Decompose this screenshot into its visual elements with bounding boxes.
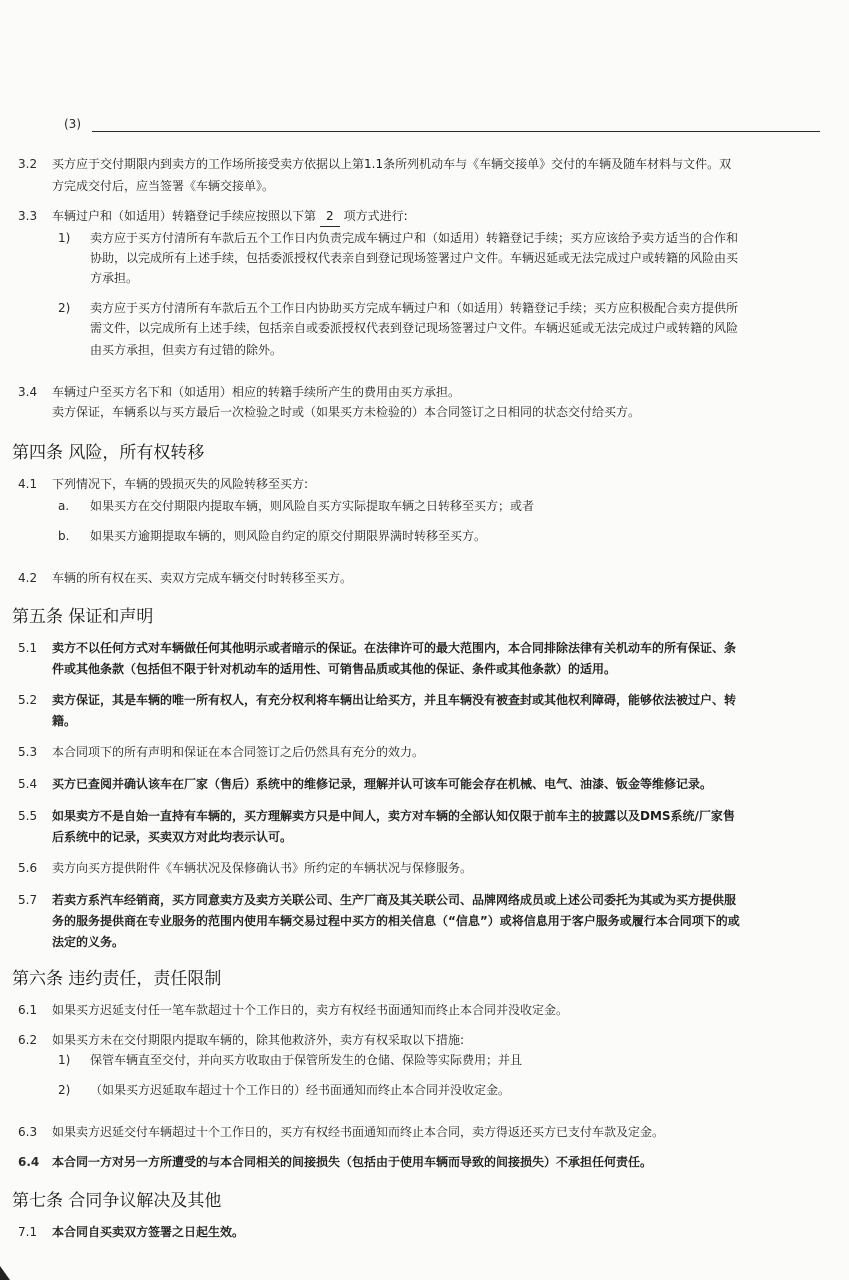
clause-text: 籍。 [52,714,77,728]
item-marker: (3) [64,117,81,131]
item-number: 1) [58,231,71,245]
item-text: 保管车辆直至交付，并向买方收取由于保管所发生的仓储、保险等实际费用；并且 [90,1053,523,1067]
page-corner-mark [0,1266,10,1280]
clause-text: 如果卖方迟延交付车辆超过十个工作日的，买方有权经书面通知而终止本合同，卖方得返还买方已支付车款及定金。 [52,1125,665,1139]
clause-text: 下列情况下，车辆的毁损灭失的风险转移至买方: [52,477,309,491]
clause-text: 件或其他条款（包括但不限于针对机动车的适用性、可销售品质或其他的保证、条件或其他条款）的适用。 [52,662,617,676]
clause-text: 卖方保证，其是车辆的唯一所有权人，有充分权利将车辆出让给买方，并且车辆没有被查封或其他权利障碍，能够依法被过户、转 [52,693,737,707]
clause-text: 本合同一方对另一方所遭受的与本合同相关的间接损失（包括由于使用车辆而导致的间接损失）不承担任何责任。 [52,1155,653,1169]
clause-text: 车辆的所有权在买、卖双方完成车辆交付时转移至买方。 [52,571,353,585]
clause-text [52,206,408,227]
item-text: 协助，以完成所有上述手续，包括委派授权代表亲自到登记现场签署过户文件。车辆迟延或无法完成过户或转籍的风险由买 [90,251,739,265]
clause-text: 本合同项下的所有声明和保证在本合同签订之后仍然具有充分的效力。 [52,745,425,759]
clause-text: 车辆过户至买方名下和（如适用）相应的转籍手续所产生的费用由买方承担。 [52,385,461,399]
clause-text: 卖方向买方提供附件《车辆状况及保修确认书》所约定的车辆状况与保修服务。 [52,861,473,875]
clause-text: 法定的义务。 [52,935,125,949]
clause-number: 5.1 [18,641,38,655]
clause-text: 后系统中的记录，买卖双方对此均表示认可。 [52,830,293,844]
clause-number: 6.1 [18,1003,38,1017]
item-text: 如果买方逾期提取车辆的，则风险自约定的原交付期限界满时转移至买方。 [90,529,487,543]
clause-text: 如果买方迟延支付任一笔车款超过十个工作日的，卖方有权经书面通知而终止本合同并没收定金。 [52,1003,569,1017]
choice-blank: 2 [320,206,340,227]
clause-number: 4.1 [18,477,38,491]
article-heading: 第七条 合同争议解决及其他 [12,1191,222,1211]
clause-text: 买方已查阅并确认该车在厂家（售后）系统中的维修记录，理解并认可该车可能会存在机械、电气、油漆、钣金等维修记录。 [52,777,713,791]
item-text: （如果买方迟延取车超过十个工作日的）经书面通知而终止本合同并没收定金。 [90,1083,511,1097]
article-heading: 第五条 保证和声明 [12,607,154,627]
clause-text: 若卖方系汽车经销商，买方同意卖方及卖方关联公司、生产厂商及其关联公司、品牌网络成员或上述公司委托为其或为买方提供服 [52,893,737,907]
clause-number: 5.7 [18,893,38,907]
clause-number: 7.1 [18,1225,38,1239]
clause-intro-end: 项方式进行: [343,209,408,223]
clause-text: 卖方不以任何方式对车辆做任何其他明示或者暗示的保证。在法律许可的最大范围内，本合同排除法律有关机动车的所有保证、条 [52,641,737,655]
clause-number: 5.2 [18,693,38,707]
clause-number: 5.4 [18,777,38,791]
item-number: 1) [58,1053,71,1067]
blank-fill-line [92,131,820,132]
item-text: 方承担。 [90,271,139,285]
clause-number: 6.3 [18,1125,38,1139]
clause-number: 3.2 [18,157,38,171]
clause-number: 5.5 [18,809,38,823]
clause-text: 如果卖方不是自始一直持有车辆的，买方理解卖方只是中间人，卖方对车辆的全部认知仅限于前车主的披露以及DMS系统/厂家售 [52,809,735,823]
clause-intro: 车辆过户和（如适用）转籍登记手续应按照以下第 [52,209,317,223]
clause-text: 如果买方未在交付期限内提取车辆的，除其他救济外，卖方有权采取以下措施: [52,1033,465,1047]
clause-number: 5.6 [18,861,38,875]
item-text: 需文件，以完成所有上述手续，包括亲自或委派授权代表到登记现场签署过户文件。车辆迟延或无法完成过户或转籍的风险 [90,321,739,335]
clause-text: 方完成交付后，应当签署《车辆交接单》。 [52,179,275,193]
clause-text: 务的服务提供商在专业服务的范围内使用车辆交易过程中买方的相关信息（“信息”）或将信息用于客户服务或履行本合同项下的或 [52,914,740,928]
clause-number: 5.3 [18,745,38,759]
item-number: 2) [58,301,71,315]
clause-number: 3.4 [18,385,38,399]
clause-text: 本合同自买卖双方签署之日起生效。 [52,1225,245,1239]
clause-number: 6.2 [18,1033,38,1047]
item-text: 由买方承担，但卖方有过错的除外。 [90,343,283,357]
clause-text: 卖方保证，车辆系以与买方最后一次检验之时或（如果买方未检验的）本合同签订之日相同的状态交付给买方。 [52,405,641,419]
item-number: a. [58,499,70,513]
item-text: 卖方应于买方付清所有车款后五个工作日内负责完成车辆过户和（如适用）转籍登记手续；买方应该给予卖方适当的合作和 [90,231,739,245]
clause-number: 3.3 [18,209,38,223]
clause-text: 买方应于交付期限内到卖方的工作场所接受卖方依据以上第1.1条所列机动车与《车辆交接单》交付的车辆及随车材料与文件。双 [52,157,732,171]
clause-number: 6.4 [18,1155,40,1169]
clause-number: 4.2 [18,571,38,585]
item-text: 如果买方在交付期限内提取车辆，则风险自买方实际提取车辆之日转移至买方；或者 [90,499,535,513]
article-heading: 第四条 风险，所有权转移 [12,443,205,463]
item-number: b. [58,529,70,543]
item-text: 卖方应于买方付清所有车款后五个工作日内协助买方完成车辆过户和（如适用）转籍登记手续；买方应积极配合卖方提供所 [90,301,739,315]
article-heading: 第六条 违约责任，责任限制 [12,969,222,989]
item-number: 2) [58,1083,71,1097]
